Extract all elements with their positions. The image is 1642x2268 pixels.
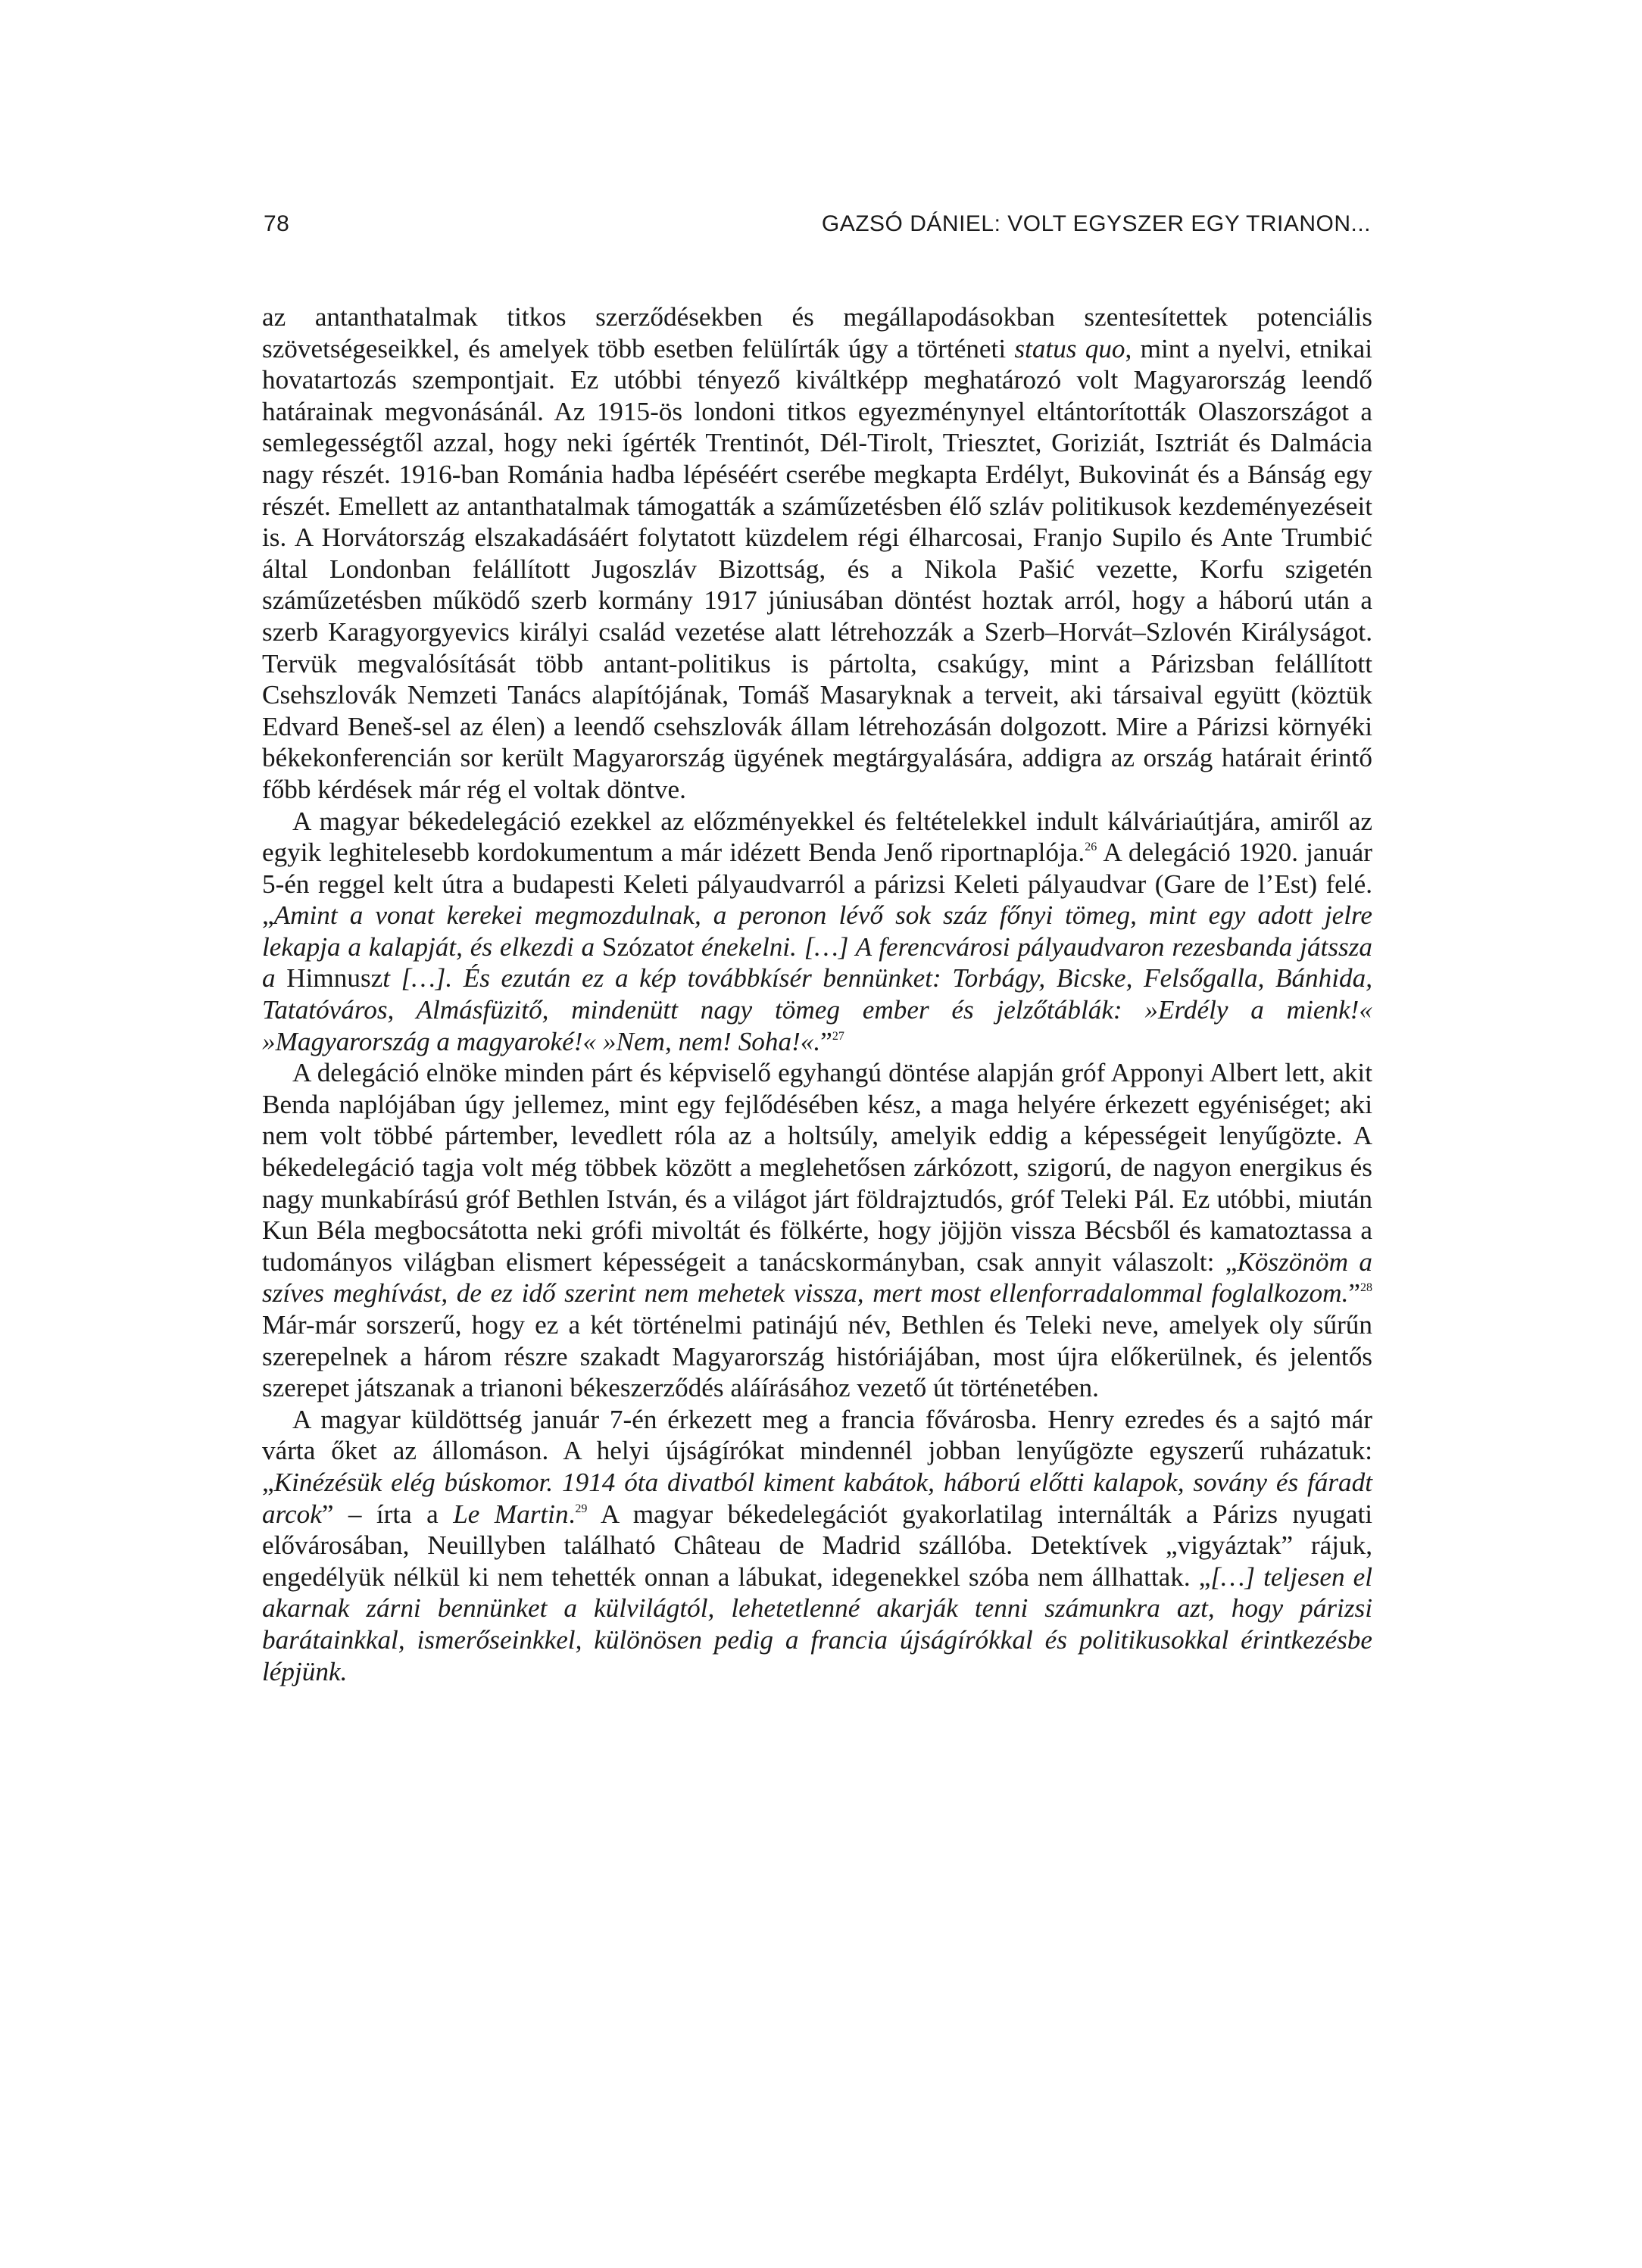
italic-text-run: Köszönöm a szíves meghívást, de ez idő szerint nem mehetek vissza, mert most ellenforradalommal foglalkozom. — [262, 1246, 1372, 1309]
italic-text-run: t […]. És ezután ez a kép továbbkísér bennünket: Torbágy, Bicske, Felsőgalla, Bánhida, Tatatóváros, Almásfüzitő, mindenütt nagy tömeg ember és jelzőtáblák: »Erdély a mienk!« »Magyarország a magyaroké!« »Nem, nem! Soha!«. — [262, 963, 1373, 1056]
text-run: Már-már sorszerű, hogy ez a két történelmi patinájú név, Bethlen és Teleki neve, amelyek oly sűrűn szerepelnek a három részre szakadt Magyarország históriájában, most újra előkerülnek, és jelentős szerepet játszanak a trianoni békeszerződés aláírásához vezető út történetében. — [262, 1310, 1372, 1403]
italic-text-run: Kinézésük elég búskomor. 1914 óta divatból kiment kabátok, háború előtti kalapok, sovány és fáradt arcok — [262, 1467, 1372, 1529]
text-run: ” — [820, 1026, 832, 1056]
footnote-marker: 27 — [832, 1029, 844, 1043]
text-run: A magyar békedelegáció ezekkel az előzményekkel és feltételekkel indult kálváriaútjára, amiről az egyik leghitelesebb kordokumentum a már idézett Benda Jenő riportnaplója. — [262, 806, 1372, 868]
footnote-marker: 26 — [1085, 841, 1097, 854]
running-header — [264, 209, 1371, 239]
running-title: GAZSÓ DÁNIEL: VOLT EGYSZER EGY TRIANON... — [821, 211, 1371, 236]
italic-text-run: Amint a vonat kerekei megmozdulnak, a peronon lévő sok száz főnyi tömeg, mint egy adott jelre lekapja a kalapját, és elkezdi a — [262, 900, 1372, 962]
text-run: A magyar békedelegációt gyakorlatilag internálták a Párizs nyugati elővárosában, Neuillyben található Château de Madrid szállóba. Detektívek „vigyáztak” rájuk, engedélyük nélkül ki nem tehették onnan a lábukat, idegenekkel szóba nem állhattak. „ — [262, 1499, 1372, 1592]
text-run: Himnusz — [286, 963, 383, 994]
text-run: . — [568, 1499, 576, 1529]
text-run: , mint a nyelvi, etnikai hovatartozás szempontjait. Ez utóbbi tényező kiváltképp meghatározó volt Magyarország leendő határainak megvonásánál. Az 1915-ös londoni titkos egyezménynyel eltántorították Olaszországot a semlegességtől azzal, hogy neki ígérték Trentinót, Dél-Tirolt, Triesztet, Goriziát, Isztriát és Dalmácia nagy részét. 1916-ban Románia hadba lépéséért cserébe megkapta Erdélyt, Bukovinát és a Bánság egy részét. Emellett az antanthatalmak támogatták a száműzetésben élő szláv politikusok kezdeményezéseit is. A Horvátország elszakadásáért folytatott küzdelem régi élharcosai, Franjo Supilo és Ante Trumbić által Londonban felállított Jugoszláv Bizottság, és a Nikola Pašić vezette, Korfu szigetén száműzetésben működő szerb kormány 1917 júniusában döntést hoztak arról, hogy a háború után a szerb Karagyorgyevics királyi család vezetése alatt létrehozzák a Szerb–Horvát–Szlovén Királyságot. Tervük megvalósítását több antant-politikus is pártolta, csakúgy, mint a Párizsban felállított Csehszlovák Nemzeti Tanács alapítójának, Tomáš Masaryknak a terveit, aki társaival együtt (köztük Edvard Beneš-sel az élen) a leendő csehszlovák állam létrehozásán dolgozott. Mire a Párizsi környéki békekonferencián sor került Magyarország ügyének megtárgyalására, addigra az ország határait érintő főbb kérdések már rég el voltak döntve. — [262, 333, 1372, 804]
text-run: A delegáció elnöke minden párt és képviselő egyhangú döntése alapján gróf Apponyi Albert lett, akit Benda naplójában úgy jellemez, mint egy fejlődésében kész, a maga helyére érkezett egyéniséget; aki nem volt többé pártember, levedlett róla az a holtsúly, amelyik eddig a képességeit lenyűgözte. A békedelegáció tagja volt még többek között a meglehetősen zárkózott, szigorú, de nagyon energikus és nagy munkabírású gróf Bethlen István, és a világot járt földrajztudós, gróf Teleki Pál. Ez utóbbi, miután Kun Béla megbocsátotta neki grófi mivoltát és fölkérte, hogy jöjjön vissza Bécsből és kamatoztassa a tudományos világban elismert képességeit a tanácskormányban, csak annyit válaszolt: „ — [262, 1058, 1372, 1277]
text-run: A delegáció 1920. január 5-én reggel kelt útra a budapesti Keleti pályaudvarról a párizsi Keleti pályaudvar (Gare de l’Est) felé. „ — [262, 838, 1372, 931]
text-run: ” — [1348, 1278, 1360, 1309]
italic-text-run: status quo — [1014, 333, 1125, 363]
text-run: A magyar küldöttség január 7-én érkezett meg a francia fővárosba. Henry ezredes és a sajtó már várta őket az állomáson. A helyi újságírókat mindennél jobban lenyűgözte egyszerű ruházatuk: „ — [262, 1404, 1372, 1497]
text-run: ” – írta a — [321, 1499, 454, 1529]
body-text — [262, 301, 1372, 1687]
italic-text-run: ot énekelni. […] A ferencvárosi pályaudvaron rezesbanda játssza a — [262, 931, 1372, 994]
footnote-marker: 29 — [575, 1502, 588, 1515]
text-run: az antanthatalmak titkos szerződésekben és megállapodásokban szentesítettek potenciális szövetségeseikkel, és amelyek több esetben felülírták úgy a történeti — [262, 302, 1372, 363]
paragraph-1 — [262, 301, 1372, 806]
italic-text-run: […] teljesen el akarnak zárni bennünket a külvilágtól, lehetetlenné akarják tenni számunkra azt, hogy párizsi barátainkkal, ismerőseinkkel, különösen pedig a francia újságírókkal és politikusokkal érintkezésbe lépjünk. — [262, 1561, 1372, 1686]
text-run: Szózat — [601, 931, 673, 962]
paragraph-2 — [262, 806, 1372, 1058]
paragraph-4 — [262, 1404, 1372, 1687]
page-number: 78 — [264, 211, 290, 236]
paragraph-3 — [262, 1057, 1372, 1404]
italic-text-run: Le Martin — [453, 1499, 569, 1529]
footnote-marker: 28 — [1360, 1281, 1372, 1295]
